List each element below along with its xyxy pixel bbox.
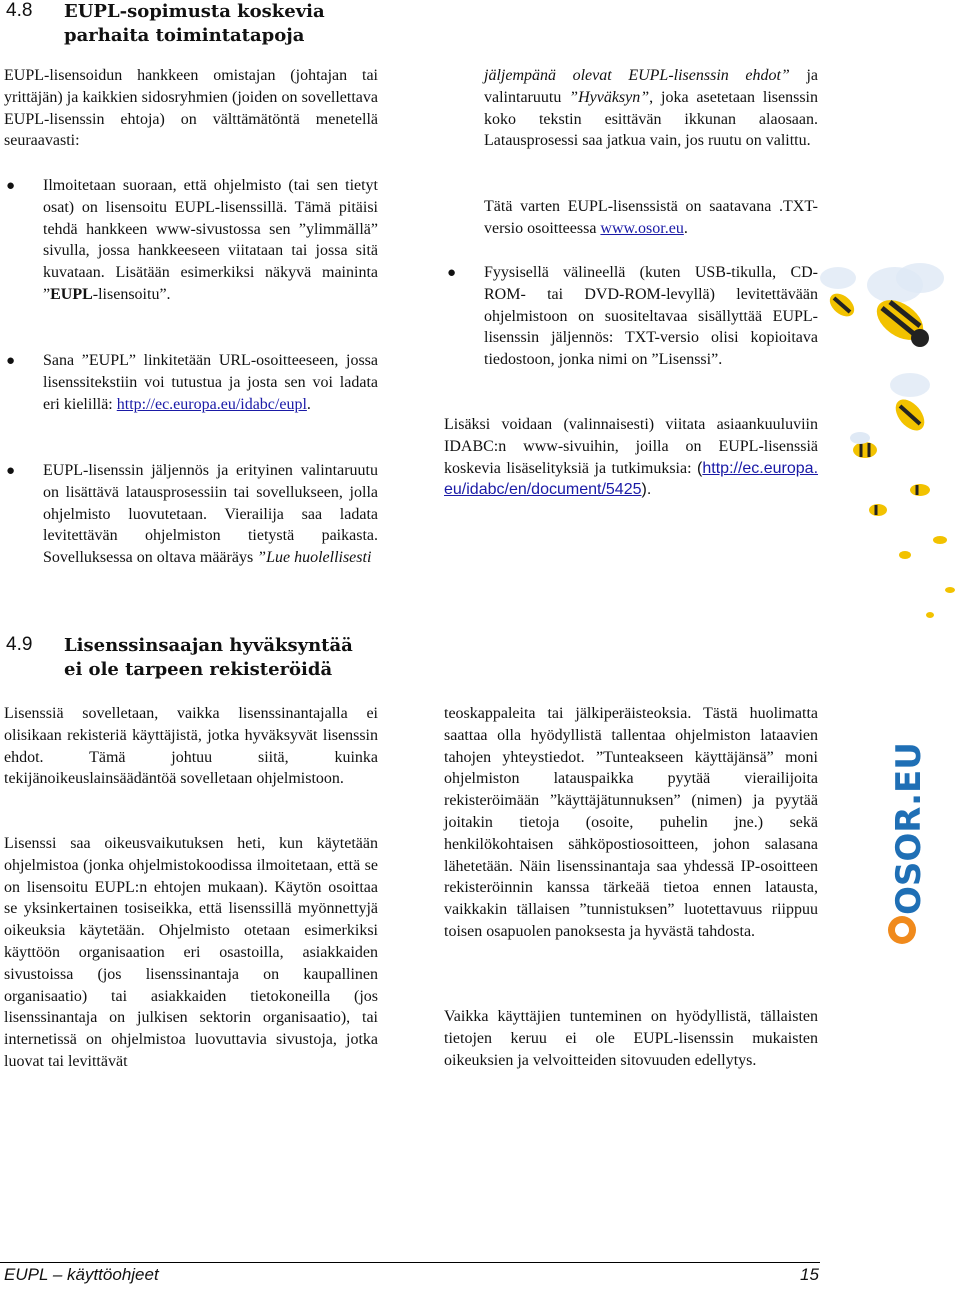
bullet-item <box>43 460 378 569</box>
body-paragraph: teoskappaleita tai jälkiperäisteoksia. Tästä huolimatta saattaa olla hyödyllistä tallentaa ohjelmiston lataavien tahojen yhteystiedot. ”Tunteakseen käyttäjänsä” moni ohjelmiston latauspaikka pyytää vierailijoita rekisteröimään ”käyttäjätunnuksen” (nimen) ja pyytää joitakin tietoja (osoite, puhelin jne.) sekä henkilökohtaisen sähköpostiosoitteen, johon salasana lähetetään. Näin lisenssinantaja saa yhdessä IP-osoitteen rekisteröinnin kanssa tärkeää tietoa ennen latausta, vaikkakin tällaisen ”tunnistuksen” luotettavuus riippuu toisen osapuolen panoksesta ja hyvästä tahdosta. <box>444 705 818 940</box>
bullet-item <box>43 350 378 415</box>
bee-icon <box>890 373 930 436</box>
extra-paragraph <box>444 414 818 501</box>
body-text: ). <box>641 481 652 499</box>
body-text: . <box>683 219 688 237</box>
body-text: ( <box>697 459 703 477</box>
txt-note <box>484 196 818 240</box>
section-title <box>64 634 364 682</box>
section-title-line: EUPL-sopimusta koskevia <box>64 1 325 22</box>
bullet-icon: ● <box>447 265 457 281</box>
bee-icon <box>899 536 955 618</box>
bullet-text: -lisensoitu”. <box>92 285 171 303</box>
italic-text: ”Hyväksyn” <box>569 88 650 106</box>
body-paragraph: Lisenssiä sovelletaan, vaikka lisenssinantajalla ei olisikaan rekisteriä käyttäjistä, jotka hyväksyvät lisenssin ehdot. Tämä johtuu siitä, kuinka tekijänoikeuslainsäädäntöä sovelletaan ohjelmistoon. <box>4 705 378 788</box>
body-text: Lisäksi voidaan (valinnaisesti) viitata asiaankuuluviin IDABC:n www-sivuihin, joilla on EUPL-lisenssiä koskevia lisäselityksiä ja tutkimuksia: <box>444 416 818 477</box>
body-text: Tätä varten EUPL-lisenssistä on saatavana .TXT-versio osoitteessa <box>484 198 818 237</box>
idabc-link[interactable]: http://ec.europa.eu/idabc/en/document/5425 <box>444 459 819 499</box>
continuation-paragraph <box>484 65 818 152</box>
intro-paragraph: EUPL-lisensoidun hankkeen omistajan (johtajan tai yrittäjän) ja kaikkien sidosryhmien (joiden on sovellettava EUPL-lisenssin ehtoja) on välttämätöntä menetellä seuraavasti: <box>4 67 378 150</box>
footer-rule <box>0 1262 820 1263</box>
section-title <box>64 0 364 48</box>
osor-logo <box>862 740 942 950</box>
osor-link[interactable]: www.osor.eu <box>600 219 684 237</box>
footer-title: EUPL – käyttöohjeet <box>4 1265 159 1284</box>
bold-text: EUPL <box>50 285 93 303</box>
body-paragraph: Vaikka käyttäjien tunteminen on hyödyllistä, tällaisten tietojen keruu ei ole EUPL-lisenssin mukaisten oikeuksien ja velvoitteiden sitovuuden edellytys. <box>444 1008 818 1069</box>
bullet-text: Ilmoitetaan suoraan, että ohjelmisto (tai sen tietyt osat) on lisensoitu EUPL-lisenssillä. Tämä pitäisi tehdä hankkeen www-sivustossa sen ”ylimmällä” sivulla, jossa hankkeeseen viitataan tai jossa sitä kuvataan. Lisätään esimerkiksi näkyvä maininta ” <box>43 177 378 303</box>
section-title-line: parhaita toimintatapoja <box>64 25 305 46</box>
bees-illustration <box>820 160 960 630</box>
eupl-link[interactable]: http://ec.europa.eu/idabc/eupl <box>116 395 307 413</box>
bee-icon <box>869 484 930 516</box>
bullet-text: Sana ”EUPL” linkitetään URL-osoitteeseen, jossa lisenssitekstiin voi tutustua ja josta sen voi ladata eri kielillä: <box>43 352 378 413</box>
bullet-text: EUPL-lisenssin jäljennös ja erityinen valintaruutu on lisättävä latausprosessiin tai sovellukseen, jolla ohjelmisto luovutetaan. Vierailija saa ladata levitettävän ohjelmiston tietystä paikasta. Sovelluksessa on oltava määräys <box>43 462 378 567</box>
page-number: 15 <box>800 1265 819 1284</box>
body-paragraph: Lisenssi saa oikeusvaikutuksen heti, kun käytetään ohjelmistoa (jonka ohjelmistokoodissa ilmoitetaan, että se on lisensoitu EUPL:n ehtojen mukaan). Käytön osoittaa se yksinkertainen tosiseikka, että lisenssillä myönnettyjä oikeuksia käytetään. Ohjelmisto otetaan esimerkiksi käyttöön organisaation eri osastoilla, asiakkaiden sivustoissa (jos lisenssinantaja on kaupallinen organisaatio) tai asiakkaiden tietokoneilla (jos lisenssinantaja on julkisen sektorin organisaatio), tai internetissä on ohjelmistoa luovuttavia sivustoja, jotka luovat tai levittävät <box>4 835 378 1070</box>
bullet-item: Fyysisellä välineellä (kuten USB-tikulla, CD-ROM- tai DVD-ROM-levyllä) levitettävään ohjelmistoon on suositeltavaa sisällyttää EUPL-lisenssin jäljennös: TXT-versio olisi kopioitava tiedostoon, jonka nimi on ”Lisenssi”. <box>484 264 818 369</box>
body-text: , joka asetetaan lisenssin koko tekstin esittävän ikkunan alaosaan. Latausprosessi saa jatkua vain, jos ruutu on valittu. <box>484 88 818 150</box>
bee-icon <box>850 432 877 458</box>
italic-text: ”Lue huolellisesti <box>257 549 372 567</box>
italic-text: jäljempänä olevat EUPL-lisenssin ehdot” <box>484 67 790 84</box>
bee-icon <box>820 267 859 321</box>
section-number: 4.9 <box>6 634 33 655</box>
logo-text: OSOR.EU <box>889 742 929 915</box>
bullet-icon: ● <box>6 353 16 369</box>
bullet-text: . <box>306 395 311 413</box>
body-text: ja valintaruutu <box>484 67 818 106</box>
bullet-item <box>43 175 378 306</box>
section-title-line: Lisenssinsaajan hyväksyntää <box>64 635 353 656</box>
section-title-line: ei ole tarpeen rekisteröidä <box>64 659 333 680</box>
bullet-icon: ● <box>6 463 16 479</box>
bullet-icon: ● <box>6 178 16 194</box>
bee-icon <box>867 263 944 348</box>
section-number: 4.8 <box>6 0 33 21</box>
